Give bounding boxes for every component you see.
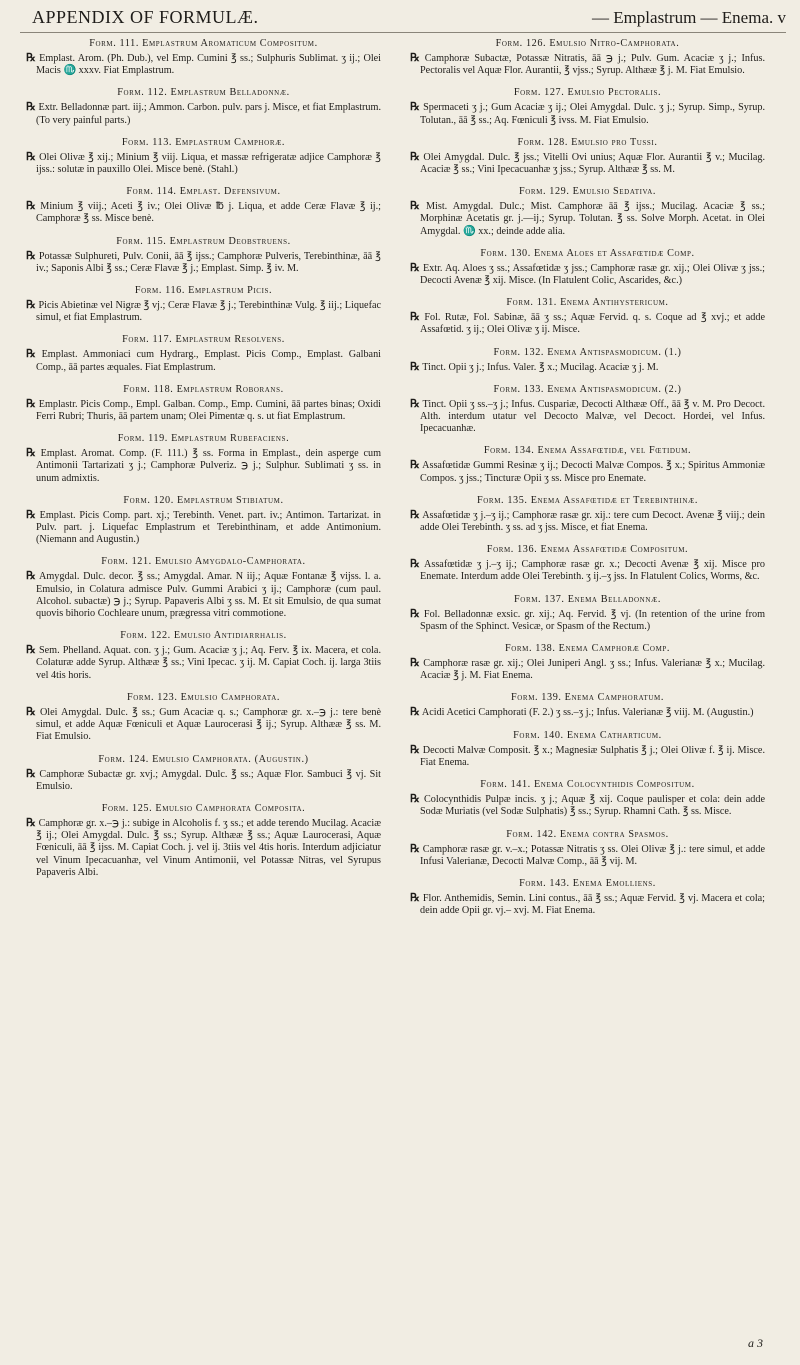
formula-entry: [410, 692, 765, 719]
recipe-symbol: ℞: [26, 705, 36, 718]
recipe-symbol: ℞: [26, 299, 36, 312]
formula-text: Camphoræ rasæ gr. v.–x.; Potassæ Nitratis ʒ ss. Olei Olivæ ℥ j.: tere simul, et adde Infusi Valerianæ, Decocti Malvæ Comp., āā ℥ vij. M.: [420, 843, 765, 867]
recipe-symbol: ℞: [26, 101, 36, 114]
formula-title: Form. 138. Enema Camphoræ Comp.: [504, 643, 671, 655]
formula-title: Form. 131. Enema Antihystericum.: [506, 297, 669, 309]
recipe-symbol: ℞: [410, 52, 420, 64]
recipe-symbol: ℞: [410, 360, 420, 373]
formula-entry: [26, 692, 381, 744]
formula-body: [26, 447, 381, 485]
formula-body: [26, 348, 381, 373]
formula-entry: [26, 495, 381, 547]
formula-body: [410, 706, 765, 719]
recipe-symbol: ℞: [410, 397, 420, 410]
formula-text: Camphoræ gr. x.–℈ j.: subige in Alcoholis f. ʒ ss.; et adde terendo Mucilag. Acaciæ ℥ ij.; Olei Amygdal. Dulc. ℥ ss.; Syrup. Althææ ℥ ss.; Aquæ Laurocerasi, Aquæ Fœniculi, āā ℥ ijss. M. Capiat Coch. j. vel ij. 3tiis vel 4tis horis. Interdum adjiciatur vel Vinum Ipecacuanhæ, vel Vinum Antimonii, vel Potassæ Nitras, vel Syrupus Papaveris Albi.: [36, 817, 381, 878]
formula-entry: [410, 730, 765, 769]
formula-title: Form. 141. Enema Colocynthidis Compositum.: [480, 779, 695, 791]
formula-title: Form. 119. Emplastrum Rubefaciens.: [117, 433, 290, 445]
formula-text: Emplast. Arom. (Ph. Dub.), vel Emp. Cumini ℥ ss.; Sulphuris Sublimat. ʒ ij.; Olei Macis ♏ xxxv. Fiat Emplastrum.: [36, 53, 382, 77]
formula-title: Form. 139. Enema Camphoratum.: [511, 692, 664, 704]
formula-entry: [410, 137, 765, 176]
recipe-symbol: ℞: [26, 508, 36, 521]
formula-text: Acidi Acetici Camphorati (F. 2.) ʒ ss.–ʒ j.; Infus. Valerianæ ℥ viij. M. (Augustin.): [421, 707, 754, 719]
formula-entry: [26, 630, 381, 682]
formula-entry: [26, 754, 381, 793]
formula-body: [410, 151, 765, 176]
formula-entry: [410, 347, 765, 374]
formula-entry: [410, 87, 765, 126]
formula-body: [410, 52, 765, 77]
formula-title: Form. 126. Emulsio Nitro-Camphorata.: [495, 38, 680, 49]
recipe-symbol: ℞: [410, 459, 420, 472]
formula-body: [26, 200, 381, 225]
formula-body: [410, 558, 765, 583]
formula-body: [26, 299, 381, 324]
formula-body: [410, 657, 765, 682]
formula-text: Potassæ Sulphureti, Pulv. Conii, āā ℥ ijss.; Camphoræ Pulveris, Terebinthinæ, āā ℥ iv.; Saponis Albi ℥ ss.; Ceræ Flavæ ℥ j.; Emplast. Simp. ℥ iv. M.: [36, 250, 382, 274]
recipe-symbol: ℞: [410, 150, 420, 163]
formula-title: Form. 111. Emplastrum Aromaticum Compositum.: [89, 38, 318, 49]
running-header: [20, 6, 786, 33]
recipe-symbol: ℞: [26, 348, 36, 361]
formula-title: Form. 124. Emulsio Camphorata. (Augustin.): [98, 753, 309, 765]
formula-entry: [410, 878, 765, 917]
recipe-symbol: ℞: [26, 644, 36, 657]
formula-body: [410, 101, 765, 126]
formula-body: [410, 608, 765, 633]
formula-text: Mist. Amygdal. Dulc.; Mist. Camphoræ āā ℥ ijss.; Mucilag. Acaciæ ℥ ss.; Morphinæ Acetatis gr. j.—ij.; Syrup. Tolutan. ℥ ss. Solve Morph. Acetat. in Olei Amygdal. ♏ xx.; deinde adde alia.: [420, 201, 765, 237]
formula-title: Form. 114. Emplast. Defensivum.: [126, 186, 281, 198]
recipe-symbol: ℞: [26, 816, 36, 829]
recipe-symbol: ℞: [410, 891, 420, 904]
formula-title: Form. 143. Enema Emolliens.: [519, 877, 656, 889]
formula-text: Olei Amygdal. Dulc. ℥ ss.; Gum Acaciæ q. s.; Camphoræ gr. x.–℈ j.: tere benè simul, et adde Aquæ Fœniculi et Aquæ Laurocerasi ℥ ij.; Syrup. Althææ ℥ ss. M. Fiat Emulsio.: [36, 706, 381, 743]
formula-entry: [410, 186, 765, 238]
formula-entry: [26, 236, 381, 275]
formula-text: Flor. Anthemidis, Semin. Lini contus., āā ℥ ss.; Aquæ Fervid. ℥ vj. Macera et cola; dein adde Opii gr. vj.– xvj. M. Fiat Enema.: [420, 892, 765, 917]
formula-text: Emplastr. Picis Comp., Empl. Galban. Comp., Emp. Cumini, āā partes binas; Oxidi Ferri Rubri; Thuris, āā partem unam; Olei Pimentæ q. s. ut fiat Emplastrum.: [36, 398, 382, 423]
formula-title: Form. 120. Emplastrum Stibiatum.: [123, 494, 284, 506]
recipe-symbol: ℞: [410, 607, 420, 620]
header-title: APPENDIX OF FORMULÆ.: [32, 7, 259, 27]
formula-text: Tinct. Opii ʒ ss.–ʒ j.; Infus. Cuspariæ, Decocti Althææ Off., āā ℥ v. M. Pro Decoct. Alth. interdum utatur vel Decocto Malvæ, vel Decoct. Hordei, vel Infus. Ipecacuanhæ.: [420, 398, 765, 435]
formula-text: Olei Olivæ ℥ xij.; Minium ℥ viij. Liqua, et massæ refrigeratæ adjice Camphoræ ℥ ijss.: solutæ in pauxillo Olei. Misce benè. (Stahl.): [36, 151, 381, 176]
recipe-symbol: ℞: [26, 447, 36, 460]
formula-text: Extr. Aq. Aloes ʒ ss.; Assafœtidæ ʒ jss.; Camphoræ rasæ gr. xij.; Olei Olivæ ʒ jss.; Decocti Avenæ ℥ xij. Misce. (In Flatulent Colic, Ascarides, &c.): [420, 262, 765, 287]
formula-entry: [26, 186, 381, 225]
formula-title: Form. 121. Emulsio Amygdalo-Camphorata.: [101, 556, 306, 568]
formula-body: [410, 200, 765, 238]
formula-body: [410, 744, 765, 769]
formula-title: Form. 137. Enema Belladonnæ.: [514, 593, 661, 605]
formula-entry: [410, 779, 765, 818]
formula-text: Decocti Malvæ Composit. ℥ x.; Magnesiæ Sulphatis ℥ j.; Olei Olivæ f. ℥ ij. Misce. Fiat Enema.: [420, 744, 766, 768]
formula-entry: [26, 87, 381, 126]
formula-text: Fol. Belladonnæ exsic. gr. xij.; Aq. Fervid. ℥ vj. (In retention of the urine from Spasm of the Sphinct. Vesicæ, or Spasm of the Rectum.): [420, 608, 766, 632]
formula-text: Fol. Rutæ, Fol. Sabinæ, āā ʒ ss.; Aquæ Fervid. q. s. Coque ad ℥ xvj.; et adde Assafœtid. ʒ ij.; Olei Olivæ ʒ ij. Misce.: [420, 312, 766, 336]
formula-entry: [410, 38, 765, 77]
formula-title: Form. 136. Enema Assafœtidæ Compositum.: [486, 544, 689, 556]
formula-title: Form. 133. Enema Antispasmodicum. (2.): [493, 383, 682, 395]
recipe-symbol: ℞: [26, 150, 36, 163]
formula-title: Form. 122. Emulsio Antidiarrhalis.: [120, 630, 287, 642]
recipe-symbol: ℞: [26, 397, 36, 410]
formula-body: [26, 570, 381, 620]
formula-body: [410, 843, 765, 868]
formula-body: [26, 644, 381, 682]
formula-body: [26, 509, 381, 547]
recipe-symbol: ℞: [410, 793, 420, 806]
formula-text: Sem. Phelland. Aquat. con. ʒ j.; Gum. Acaciæ ʒ j.; Aq. Ferv. ℥ ix. Macera, et cola. Colaturæ adde Syrup. Althææ ℥ ss.; Vini Ipecac. ʒ ij. M. Capiat Coch. ij. larga 3tiis vel 4tis horis.: [36, 645, 381, 681]
formula-entry: [410, 643, 765, 682]
formula-entry: [410, 495, 765, 534]
formula-text: Camphoræ Subactæ, Potassæ Nitratis, āā ℈ j.; Pulv. Gum. Acaciæ ʒ j.; Infus. Pectoralis vel Aquæ Flor. Aurantii, ℥ vjss.; Syrup. Althææ ℥ j. M. Fiat Emulsio.: [420, 53, 765, 77]
formula-title: Form. 125. Emulsio Camphorata Composita.: [101, 802, 306, 814]
formula-body: [26, 151, 381, 176]
formula-body: [410, 459, 765, 484]
recipe-symbol: ℞: [410, 706, 420, 719]
formula-text: Camphoræ rasæ gr. xij.; Olei Juniperi Angl. ʒ ss.; Infus. Valerianæ ℥ x.; Mucilag. Acaciæ ℥ j. M. Fiat Enema.: [420, 658, 766, 682]
formula-body: [410, 509, 765, 534]
formula-text: Olei Amygdal. Dulc. ℥ jss.; Vitelli Ovi unius; Aquæ Flor. Aurantii ℥ v.; Mucilag. Acaciæ ℥ ss.; Vini Ipecacuanhæ ʒ jss.; Syrup. Althææ ℥ ss. M.: [420, 151, 765, 176]
formula-entry: [26, 38, 381, 77]
recipe-symbol: ℞: [26, 570, 36, 583]
formula-entry: [26, 433, 381, 485]
formula-entry: [26, 285, 381, 324]
formula-title: Form. 112. Emplastrum Belladonnæ.: [117, 87, 290, 99]
formula-text: Extr. Belladonnæ part. iij.; Ammon. Carbon. pulv. pars j. Misce, et fiat Emplastrum. (To very painful parts.): [36, 102, 381, 126]
formula-body: [26, 817, 381, 879]
formula-title: Form. 129. Emulsio Sedativa.: [518, 186, 657, 198]
formula-entry: [410, 445, 765, 484]
formula-entry: [26, 556, 381, 620]
formula-body: [26, 101, 381, 126]
recipe-symbol: ℞: [410, 200, 420, 213]
formula-entry: [410, 297, 765, 336]
formula-title: Form. 134. Enema Assafœtidæ, vel Fœtidum.: [483, 445, 692, 457]
formula-entry: [26, 803, 381, 879]
formula-title: Form. 128. Emulsio pro Tussi.: [517, 136, 658, 148]
formula-body: [410, 361, 765, 374]
formula-body: [26, 768, 381, 793]
formula-title: Form. 117. Emplastrum Resolvens.: [122, 334, 285, 346]
recipe-symbol: ℞: [26, 52, 36, 64]
formula-entry: [26, 137, 381, 176]
formula-title: Form. 132. Enema Antispasmodicum. (1.): [493, 346, 682, 358]
recipe-symbol: ℞: [410, 743, 420, 756]
formula-title: Form. 123. Emulsio Camphorata.: [126, 691, 281, 703]
recipe-symbol: ℞: [26, 249, 36, 262]
formula-text: Colocynthidis Pulpæ incis. ʒ j.; Aquæ ℥ xij. Coque paulisper et cola: dein adde Sodæ Muriatis (vel Sodæ Sulphatis) ℥ ss.; Syrup. Rhamni Cath. ℥ ss. Misce.: [420, 794, 765, 818]
formula-body: [26, 398, 381, 423]
formula-entry: [410, 544, 765, 583]
formula-text: Emplast. Picis Comp. part. xj.; Terebinth. Venet. part. iv.; Antimon. Tartarizat. in Pulv. part. j. Liquefac Emplastrum et Terebinthinam, et adde Antimonium. (Niemann and Augustin.): [36, 509, 382, 546]
formula-text: Amygdal. Dulc. decor. ℥ ss.; Amygdal. Amar. N iij.; Aquæ Fontanæ ℥ vijss. l. a. Emulsio, in Colatura admisce Pulv. Gummi Arabici ʒ ij.; Camphoræ (cum paul. Alcohol. subactæ) ℈ j.; Syrup. Papaveris Albi ʒ ss. M. Et sit Emulsio, de qua sumat quovis bihorio Cochleare unum, prægressa vitri commotione.: [36, 571, 381, 620]
formula-title: Form. 127. Emulsio Pectoralis.: [513, 87, 662, 99]
formula-body: [26, 52, 381, 77]
formula-body: [410, 311, 765, 336]
recipe-symbol: ℞: [410, 261, 420, 274]
formula-text: Picis Abietinæ vel Nigræ ℥ vj.; Ceræ Flavæ ℥ j.; Terebinthinæ Vulg. ℥ iij.; Liquefac simul, et fiat Emplastrum.: [36, 300, 382, 324]
formula-entry: [410, 384, 765, 436]
formula-body: [410, 892, 765, 917]
recipe-symbol: ℞: [410, 558, 420, 571]
formula-title: Form. 135. Enema Assafœtidæ et Terebinthinæ.: [477, 494, 698, 506]
formula-text: Assafœtidæ ʒ j.–ʒ ij.; Camphoræ rasæ gr. xij.: tere cum Decoct. Avenæ ℥ viij.; dein adde Olei Terebinth. ʒ ss. ad ʒ jss. Misce, et fiat Enema.: [420, 509, 766, 534]
formula-entry: [26, 334, 381, 373]
formula-title: Form. 140. Enema Catharticum.: [513, 729, 662, 741]
formula-text: Assafœtidæ Gummi Resinæ ʒ ij.; Decocti Malvæ Compos. ℥ x.; Spiritus Ammoniæ Compos. ʒ jss.; Tincturæ Opii ʒ ss. Misce pro Enemate.: [420, 460, 765, 484]
formula-title: Form. 115. Emplastrum Deobstruens.: [116, 235, 291, 247]
formula-text: Emplast. Aromat. Comp. (F. 111.) ℥ ss. Forma in Emplast., dein asperge cum Antimonii Tartarizati ʒ j.; Camphoræ Pulveriz. ℈ j.; Sulphur. Sublimati ʒ ss. in unum admixtis.: [36, 448, 382, 484]
formula-title: Form. 116. Emplastrum Picis.: [134, 285, 273, 297]
recipe-symbol: ℞: [26, 200, 36, 213]
formula-title: Form. 118. Emplastrum Roborans.: [123, 383, 284, 395]
header-section: — Emplastrum — Enema. v: [591, 8, 786, 27]
formula-body: [410, 262, 765, 287]
formula-title: Form. 130. Enema Aloes et Assafœtidæ Comp.: [480, 247, 695, 259]
formula-body: [410, 398, 765, 436]
left-column: [26, 38, 381, 889]
formula-body: [26, 706, 381, 744]
formula-entry: [410, 248, 765, 287]
page-signature: a 3: [748, 1336, 763, 1350]
formula-title: Form. 113. Emplastrum Camphoræ.: [121, 136, 286, 148]
formula-text: Emplast. Ammoniaci cum Hydrarg., Emplast. Picis Comp., Emplast. Galbani Comp., āā partes æquales. Fiat Emplastrum.: [36, 349, 381, 373]
formula-entry: [26, 384, 381, 423]
formula-text: Assafœtidæ ʒ j.–ʒ ij.; Camphoræ rasæ gr. x.; Decocti Avenæ ℥ xij. Misce pro Enemate. Interdum adde Olei Terebinth. ʒ ij.–ʒ jss. In Flatulent Colics, Worms, &c.: [420, 559, 765, 583]
formula-text: Spermaceti ʒ j.; Gum Acaciæ ʒ ij.; Olei Amygdal. Dulc. ʒ j.; Syrup. Simp., Syrup. Tolutan., āā ℥ ss.; Aq. Fœniculi ℥ ivss. M. Fiat Emulsio.: [420, 102, 766, 126]
formula-text: Camphoræ Subactæ gr. xvj.; Amygdal. Dulc. ℥ ss.; Aquæ Flor. Sambuci ℥ vj. Sit Emulsio.: [36, 768, 381, 792]
recipe-symbol: ℞: [410, 508, 420, 521]
formula-body: [410, 793, 765, 818]
recipe-symbol: ℞: [410, 657, 420, 670]
right-column: [410, 38, 765, 927]
formula-title: Form. 142. Enema contra Spasmos.: [506, 828, 669, 840]
formula-body: [26, 250, 381, 275]
formula-text: Tinct. Opii ʒ j.; Infus. Valer. ℥ x.; Mucilag. Acaciæ ʒ j. M.: [422, 361, 659, 373]
recipe-symbol: ℞: [410, 842, 420, 855]
recipe-symbol: ℞: [410, 101, 420, 114]
formula-entry: [410, 594, 765, 633]
formula-text: Minium ℥ viij.; Aceti ℥ iv.; Olei Olivæ ℔ j. Liqua, et adde Ceræ Flavæ ℥ ij.; Camphoræ ℥ ss. Misce benè.: [36, 201, 381, 225]
formula-entry: [410, 829, 765, 868]
recipe-symbol: ℞: [26, 767, 36, 780]
recipe-symbol: ℞: [410, 311, 420, 324]
